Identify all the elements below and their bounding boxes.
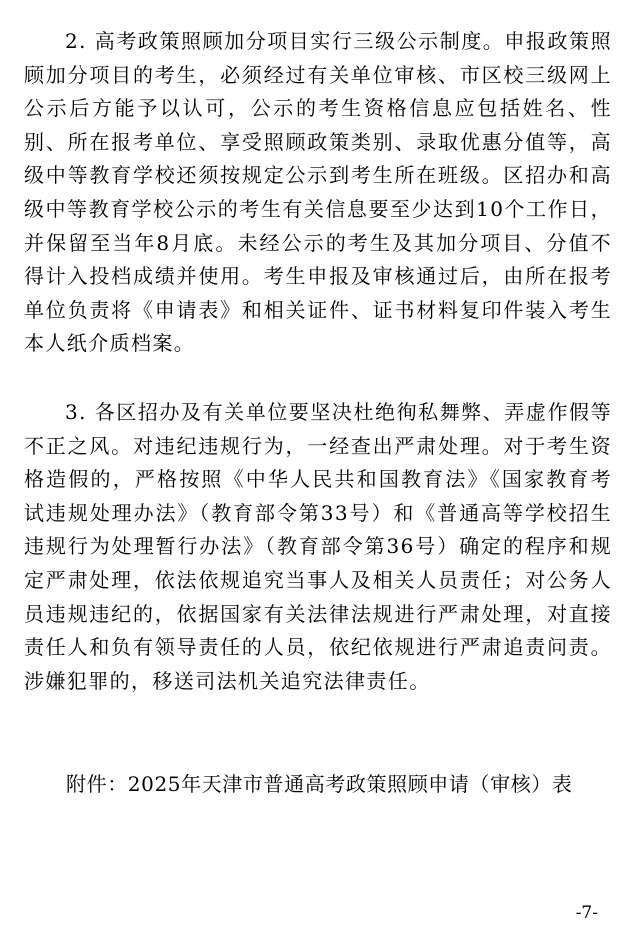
paragraph-item-3: 3. 各区招办及有关单位要坚决杜绝徇私舞弊、弄虚作假等不正之风。对违纪违规行为，一经查出严肃处理。对于考生资格造假的，严格按照《中华人民共和国教育法》《国家教育考试违规处理办法》（教育部令第33号）和《普通高等学校招生违规行为处理暂行办法》（教育部令第36号）确定的程序和规定严肃处理，依法依规追究当事人及相关人员责任；对公务人员违规违纪的，依据国家有关法律法规进行严肃处理，对直接责任人和负有领导责任的人员，依纪依规进行严肃追责问责。涉嫌犯罪的，移送司法机关追究法律责任。 [24, 400, 612, 693]
attachment-note: 附件：2025年天津市普通高考政策照顾申请（审核）表 [66, 772, 573, 796]
paragraph-item-2: 2. 高考政策照顾加分项目实行三级公示制度。申报政策照顾加分项目的考生，必须经过有关单位审核、市区校三级网上公示后方能予以认可，公示的考生资格信息应包括姓名、性别、所在报考单位、享受照顾政策类别、录取优惠分值等，高级中等教育学校还须按规定公示到考生所在班级。区招办和高级中等教育学校公示的考生有关信息要至少达到10个工作日，并保留至当年8月底。未经公示的考生及其加分项目、分值不得计入投档成绩并使用。考生申报及审核通过后，由所在报考单位负责将《申请表》和相关证件、证书材料复印件装入考生本人纸介质档案。 [24, 29, 612, 356]
page-number: -7- [575, 903, 598, 923]
